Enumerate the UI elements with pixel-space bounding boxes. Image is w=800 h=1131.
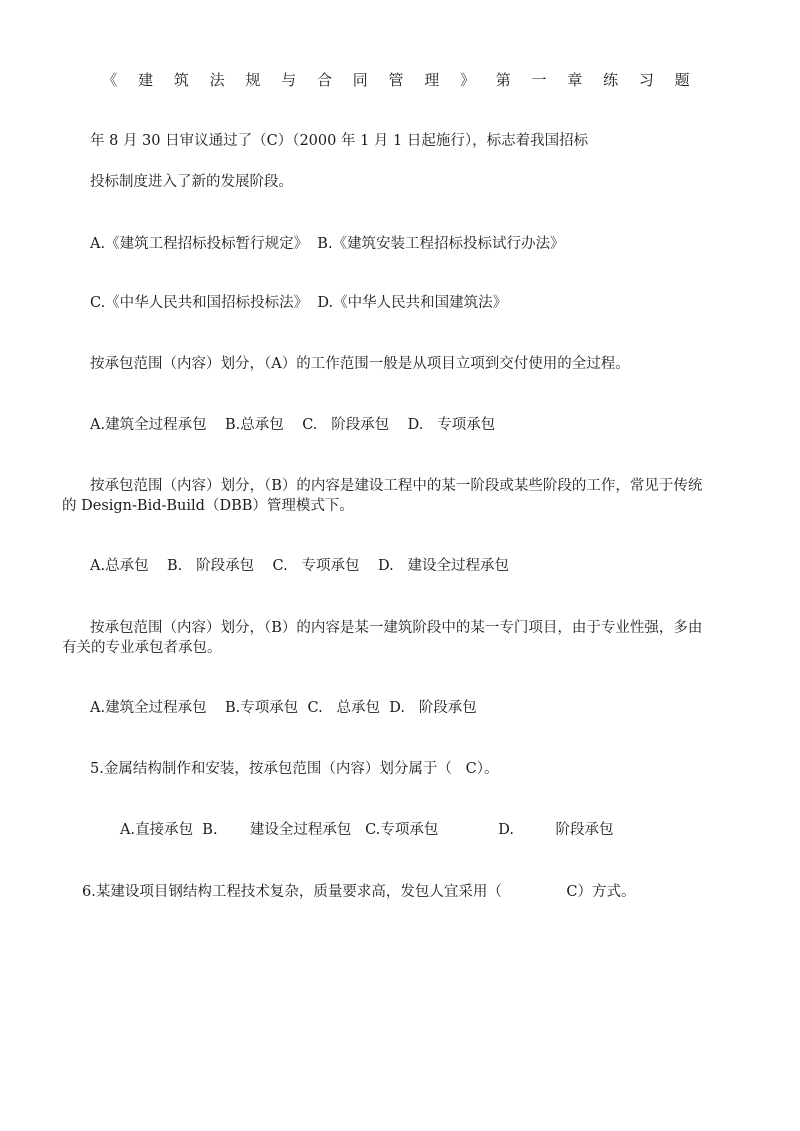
question-1-stem-line-2: 投标制度进入了新的发展阶段。: [90, 174, 293, 190]
question-3-options: A.总承包 B. 阶段承包 C. 专项承包 D. 建设全过程承包: [90, 558, 510, 574]
question-1-stem-line-1: 年 8 月 30 日审议通过了（C）（2000 年 1 月 1 日起施行），标志着我国招标: [90, 133, 589, 149]
question-3-stem-line-2: 的 Design-Bid-Build（DBB）管理模式下。: [62, 498, 354, 514]
question-5-options: A.直接承包 B. 建设全过程承包 C.专项承包 D. 阶段承包: [120, 822, 614, 838]
question-2-stem: 按承包范围（内容）划分，（A）的工作范围一般是从项目立项到交付使用的全过程。: [90, 356, 630, 372]
question-1-options-row-2: C.《中华人民共和国招标投标法》 D.《中华人民共和国建筑法》: [90, 295, 508, 311]
question-6-stem: 6.某建设项目钢结构工程技术复杂，质量要求高，发包人宜采用（ C）方式。: [82, 884, 636, 900]
question-4-stem-line-2: 有关的专业承包者承包。: [62, 640, 222, 656]
question-3-stem-line-1: 按承包范围（内容）划分，（B）的内容是建设工程中的某一阶段或某些阶段的工作，常见于传统: [90, 478, 703, 494]
question-4-stem-line-1: 按承包范围（内容）划分，（B）的内容是某一建筑阶段中的某一专门项目，由于专业性强，多由: [90, 620, 703, 636]
question-1-options-row-1: A.《建筑工程招标投标暂行规定》 B.《建筑安装工程招标投标试行办法》: [90, 236, 565, 252]
question-5-stem: 5.金属结构制作和安装，按承包范围（内容）划分属于（ C）。: [90, 761, 499, 777]
document-title: 《 建 筑 法 规 与 合 同 管 理 》 第 一 章 练 习 题: [102, 71, 698, 89]
question-4-options: A.建筑全过程承包 B.专项承包 C. 总承包 D. 阶段承包: [90, 700, 477, 716]
question-2-options: A.建筑全过程承包 B.总承包 C. 阶段承包 D. 专项承包: [90, 417, 496, 433]
